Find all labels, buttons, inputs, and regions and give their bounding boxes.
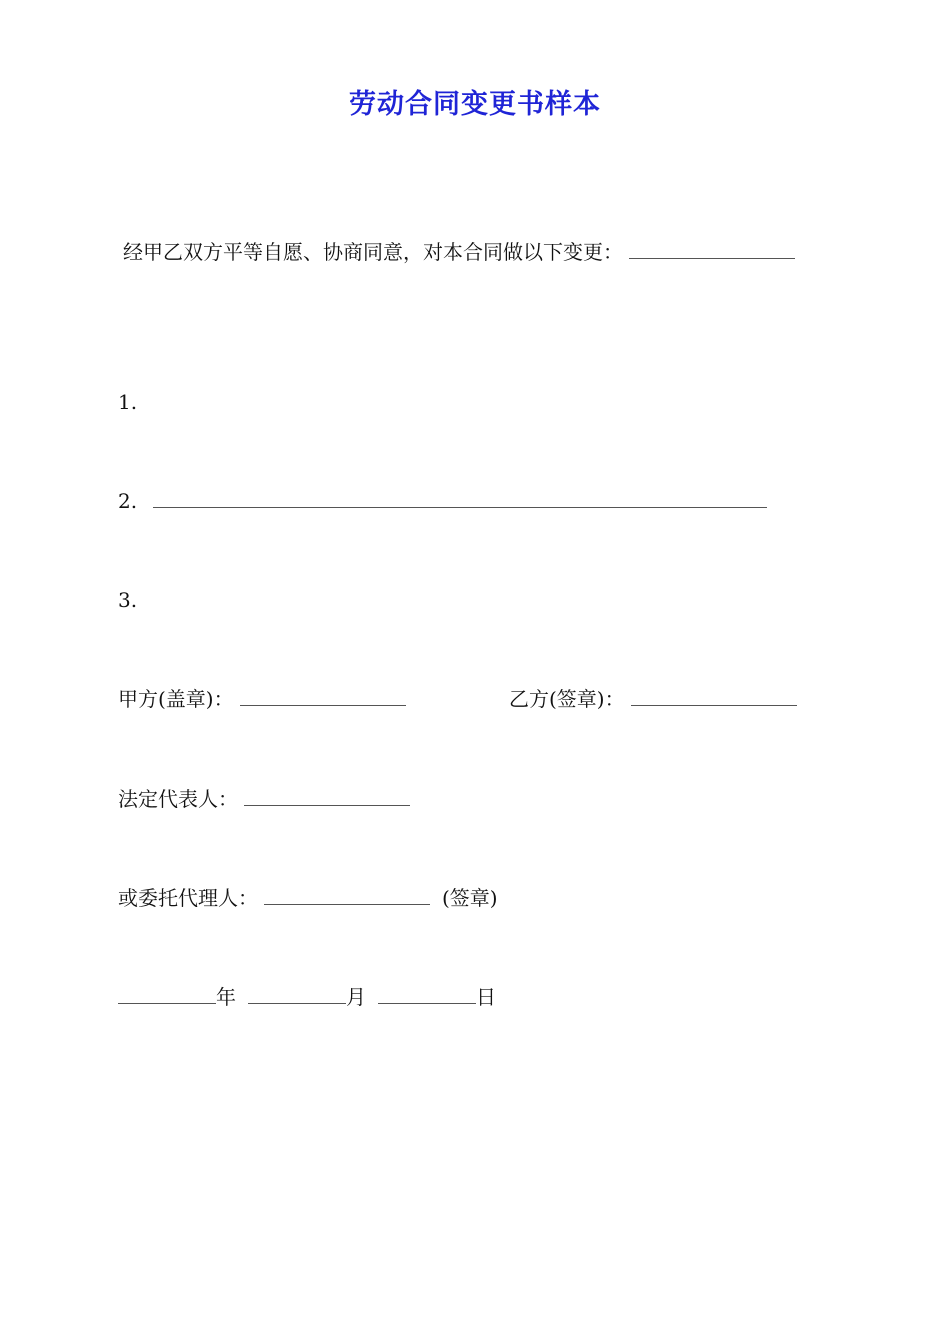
month-label: 月: [346, 985, 366, 1009]
item-2-blank-field[interactable]: [153, 487, 767, 508]
intro-line: [123, 237, 795, 267]
day-blank-field[interactable]: [378, 983, 476, 1004]
page-title: 劳动合同变更书样本: [349, 89, 601, 120]
agent-suffix: (签章): [442, 886, 498, 910]
party-b-label: 乙方(签章)：: [509, 687, 625, 711]
item-number: 2.: [118, 489, 138, 513]
month-blank-field[interactable]: [248, 983, 346, 1004]
party-a-blank-field[interactable]: [240, 685, 406, 706]
party-b-signature: [509, 684, 797, 714]
item-number: 1.: [118, 390, 138, 414]
year-blank-field[interactable]: [118, 983, 216, 1004]
party-a-signature: [118, 684, 406, 714]
authorized-agent: [118, 883, 498, 913]
legal-representative: [118, 784, 410, 814]
date-row: [118, 982, 496, 1012]
party-b-blank-field[interactable]: [631, 685, 797, 706]
agent-blank-field[interactable]: [264, 884, 430, 905]
day-label: 日: [476, 985, 496, 1009]
intro-blank-field[interactable]: [629, 238, 795, 259]
change-item-3: [118, 585, 137, 615]
year-label: 年: [216, 985, 236, 1009]
item-number: 3.: [118, 588, 138, 612]
agent-label: 或委托代理人：: [118, 886, 258, 910]
legal-rep-label: 法定代表人：: [118, 787, 238, 811]
intro-text: 经甲乙双方平等自愿、协商同意，对本合同做以下变更：: [123, 240, 623, 264]
legal-rep-blank-field[interactable]: [244, 785, 410, 806]
party-a-label: 甲方(盖章)：: [118, 687, 234, 711]
change-item-1: [118, 387, 137, 417]
change-item-2: [118, 486, 767, 516]
